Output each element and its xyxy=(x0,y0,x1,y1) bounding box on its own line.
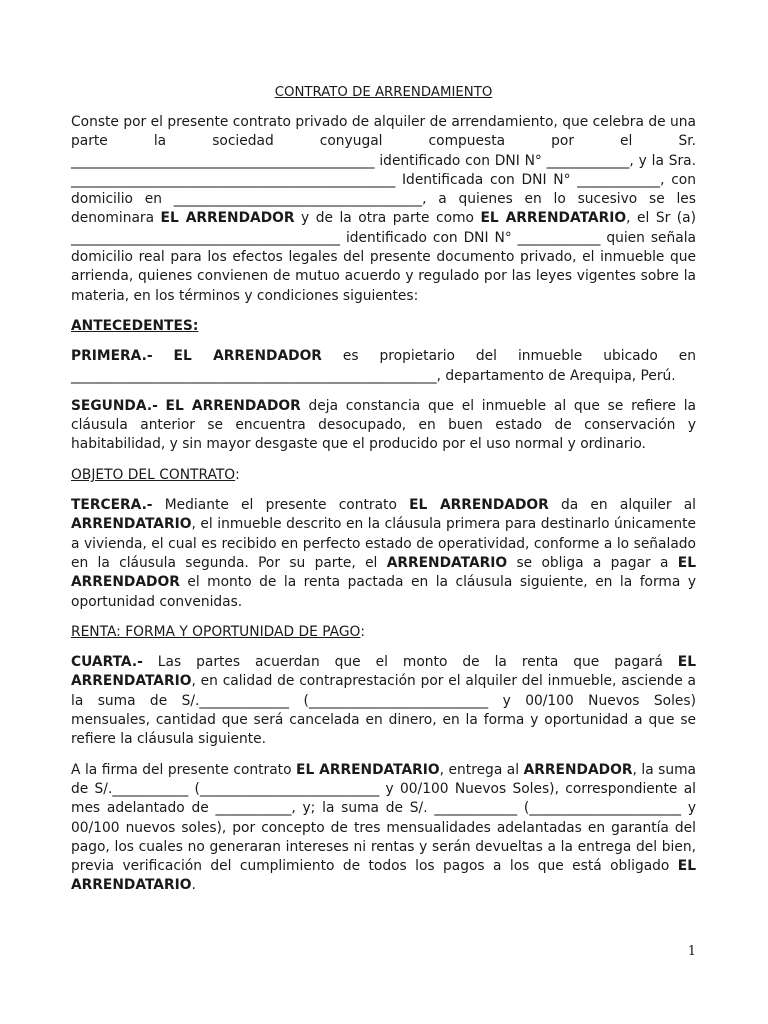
intro-run: EL ARRENDATARIO xyxy=(480,210,627,227)
tercera-run: , el inmueble descrito en la cláusula primera para destinarlo únicamente a vivienda, el cual es recibido en perfecto estado de operatividad, conforme a lo señalado en la cláusula segunda. Por su parte, el xyxy=(71,516,696,571)
firma-run: . xyxy=(191,877,196,894)
segunda-run: EL ARRENDADOR xyxy=(165,397,301,414)
cuarta-run: , en calidad de contraprestación por el alquiler del inmueble, asciende a la suma de S/._____________ (__________________________ y 00/100 Nuevos Soles) mensuales, cantidad que será cancelada en dinero, en la forma y oportunidad a que se refiere la cláusula siguiente. xyxy=(71,673,696,748)
intro-run: Conste por el presente contrato privado de alquiler de arrendamiento, que celebra de una parte la sociedad conyugal compuesta por el Sr. ____________________________________________ identificado con DNI N° ____________, y la Sra. _______________________________________________ Identificada con DNI N° ____________, con domicilio en ____________________________________, a quienes en lo sucesivo se les denominara xyxy=(71,114,696,227)
segunda-run xyxy=(158,398,166,414)
tercera-run: EL ARRENDADOR xyxy=(409,497,549,514)
firma-run: A la firma del presente contrato xyxy=(71,761,297,778)
tercera-run: TERCERA.- xyxy=(71,497,153,514)
tercera-run: se obliga a pagar a xyxy=(507,554,678,571)
intro-run: EL ARRENDADOR xyxy=(160,210,295,227)
tercera-run: ARRENDATARIO xyxy=(71,516,192,533)
tercera-run: da en alquiler al xyxy=(548,497,696,514)
primera-run: es propietario del inmueble ubicado en _____________________________________________________, departamento de Arequipa, Perú. xyxy=(71,348,696,384)
document-page xyxy=(71,83,696,907)
document-title: CONTRATO DE ARRENDAMIENTO xyxy=(274,85,493,100)
antecedentes-heading-text: ANTECEDENTES xyxy=(71,317,193,334)
segunda-run: deja constancia que el inmueble al que se refiere la cláusula anterior se encuentra desocupado, en buen estado de conservación y habitabilidad, y sin mayor desgaste que el producido por el uso normal y ordinario. xyxy=(71,397,696,453)
tercera-run: Mediante el presente contrato xyxy=(152,497,410,514)
segunda-run: SEGUNDA.- xyxy=(71,397,158,414)
renta-heading-text: RENTA: FORMA Y OPORTUNIDAD DE PAGO xyxy=(71,623,361,640)
firma-run: , la suma de S/.___________ (__________________________ y 00/100 Nuevos Soles), correspondiente al mes adelantado de ___________, y; la suma de S/. ____________ (______________________ y 00/100 nuevos soles), por concepto de tres mensualidades adelantadas en garantía del pago, los cuales no generaran intereses ni rentas y serán devueltas a la entrega del bien, previa verificación del cumplimiento de todos los pagos a los que está obligado xyxy=(71,761,696,875)
objeto-heading-colon: : xyxy=(235,466,240,483)
clause-primera xyxy=(71,347,696,386)
renta-heading xyxy=(71,623,696,642)
antecedentes-heading xyxy=(71,317,696,336)
clause-tercera xyxy=(71,496,696,612)
firma-run: ARRENDADOR xyxy=(523,761,633,778)
intro-paragraph xyxy=(71,113,696,306)
cuarta-run: Las partes acuerdan que el monto de la renta que pagará xyxy=(142,654,678,671)
primera-run: EL ARRENDADOR xyxy=(173,348,322,365)
clause-segunda xyxy=(71,397,696,455)
objeto-heading-text: OBJETO DEL CONTRATO xyxy=(71,466,236,483)
renta-heading-colon: : xyxy=(360,623,366,640)
clause-cuarta xyxy=(71,653,696,749)
firma-run: EL ARRENDATARIO xyxy=(296,761,440,778)
firma-run: , entrega al xyxy=(439,761,524,778)
page-number: 1 xyxy=(687,944,696,959)
primera-run xyxy=(153,348,174,364)
primera-run: PRIMERA.- xyxy=(71,348,153,365)
tercera-run: el monto de la renta pactada en la cláusula siguiente, en la forma y oportunidad convenidas. xyxy=(71,574,696,610)
firma-run: EL ARRENDATARIO xyxy=(71,858,696,894)
cuarta-run: CUARTA.- xyxy=(71,654,143,671)
antecedentes-heading-colon: : xyxy=(192,317,199,334)
intro-run: y de la otra parte como xyxy=(294,210,481,227)
tercera-run: EL ARRENDADOR xyxy=(71,554,696,591)
cuarta-run: EL ARRENDATARIO xyxy=(71,654,696,690)
payment-paragraph xyxy=(71,761,696,896)
objeto-heading xyxy=(71,466,696,485)
intro-run: , el Sr (a) _______________________________________ identificado con DNI N° ____________ quien señala domicilio real para los efectos legales del presente documento privado, el inmueble que arrienda, quienes convienen de mutuo acuerdo y regulado por las leyes vigentes sobre la materia, en los términos y condiciones siguientes: xyxy=(71,210,696,304)
tercera-run: ARRENDATARIO xyxy=(386,554,508,571)
